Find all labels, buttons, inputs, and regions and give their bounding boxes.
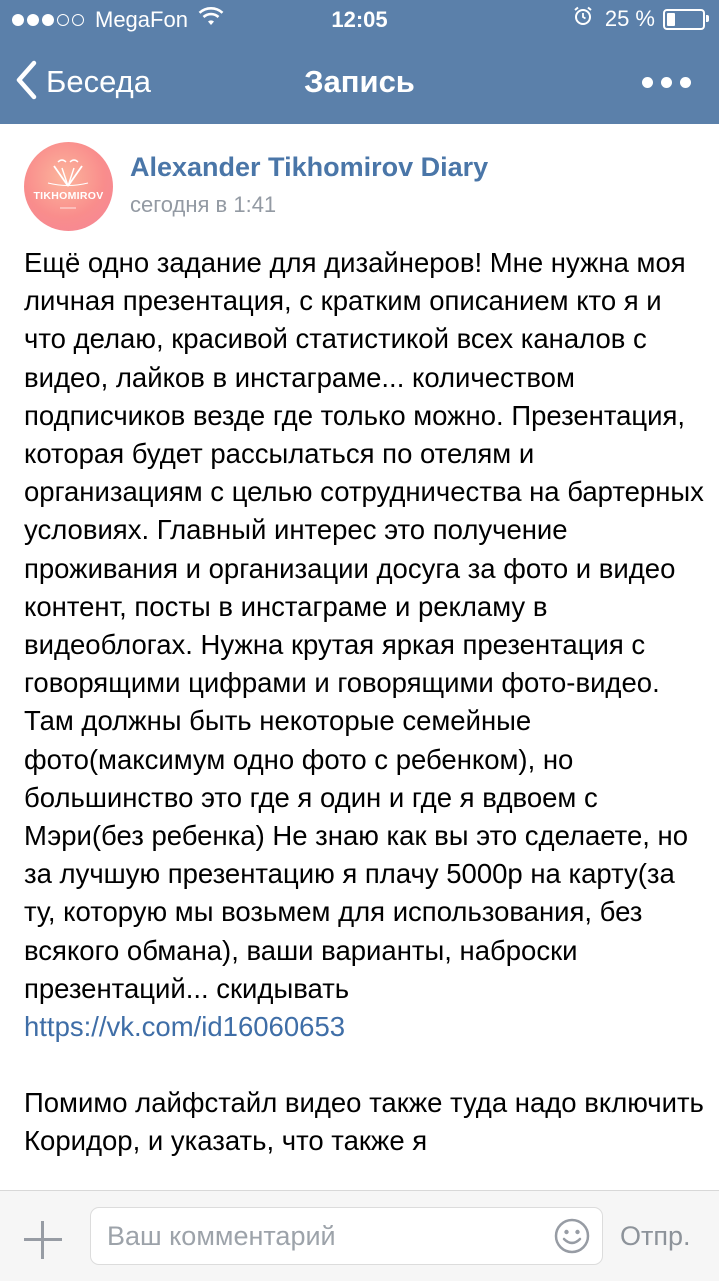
battery-percent: 25 %: [604, 6, 655, 31]
carrier-name: MegaFon: [95, 7, 188, 32]
post-timestamp: сегодня в 1:41: [130, 192, 277, 217]
top-bar: [0, 0, 719, 124]
comment-bar: [0, 1190, 719, 1281]
more-dots-icon[interactable]: [634, 40, 691, 124]
back-label: Беседа: [46, 64, 151, 99]
status-time: 12:05: [331, 7, 388, 32]
post-paragraph: Ещё одно задание для дизайнеров! Мне нужна моя личная презентация, с кратким описанием кто я и что делаю, красивой статистикой всех каналов с видео, лайков в инстаграме... количеством подписчиков везде где только можно. Презентация, которая будет рассылаться по отелям и организациям с целью сотрудничества на бартерных условиях. Главный интерес это получение проживания и организации досуга за фото и видео контент, посты в инстаграме и рекламу в видеоблогах. Нужна крутая яркая презентация с говорящими цифрами и говорящими фото-видео. Там должны быть некоторые семейные фото(максимум одно фото с ребенком), но большинство это где я один и где я вдвоем с Мэри(без ребенка) Не знаю как вы это сделаете, но за лучшую презентацию я плачу 5000р на карту(за ту, которую мы возьмем для использования, без всякого обмана), ваши варианты, наброски презентаций... скидывать: [24, 247, 712, 1004]
profile-link[interactable]: https://vk.com/id16060653: [24, 1011, 346, 1043]
alarm-clock-icon: [573, 6, 593, 32]
plus-icon[interactable]: [24, 1221, 62, 1259]
battery-icon: [663, 9, 705, 30]
status-right: [573, 6, 705, 32]
post-header: [0, 124, 719, 230]
smile-icon[interactable]: [554, 1218, 590, 1259]
post-paragraph-2: Помимо лайфстайл видео также туда надо включить Коридор, и указать, что также я: [24, 1087, 712, 1157]
comment-placeholder: Ваш комментарий: [107, 1221, 336, 1251]
nav-bar: [0, 40, 719, 124]
avatar[interactable]: [24, 142, 113, 231]
author-name[interactable]: Alexander Tikhomirov Diary: [130, 152, 489, 182]
status-bar: [0, 0, 719, 40]
page-title: Запись: [304, 64, 415, 99]
avatar-logo-text: TIKHOMIROV: [33, 190, 104, 202]
post-body: [24, 244, 712, 1161]
paragraph-gap: [24, 1046, 704, 1084]
comment-input[interactable]: [90, 1207, 603, 1265]
palm-logo-icon: [24, 142, 113, 231]
send-button[interactable]: Отпр.: [620, 1221, 691, 1251]
